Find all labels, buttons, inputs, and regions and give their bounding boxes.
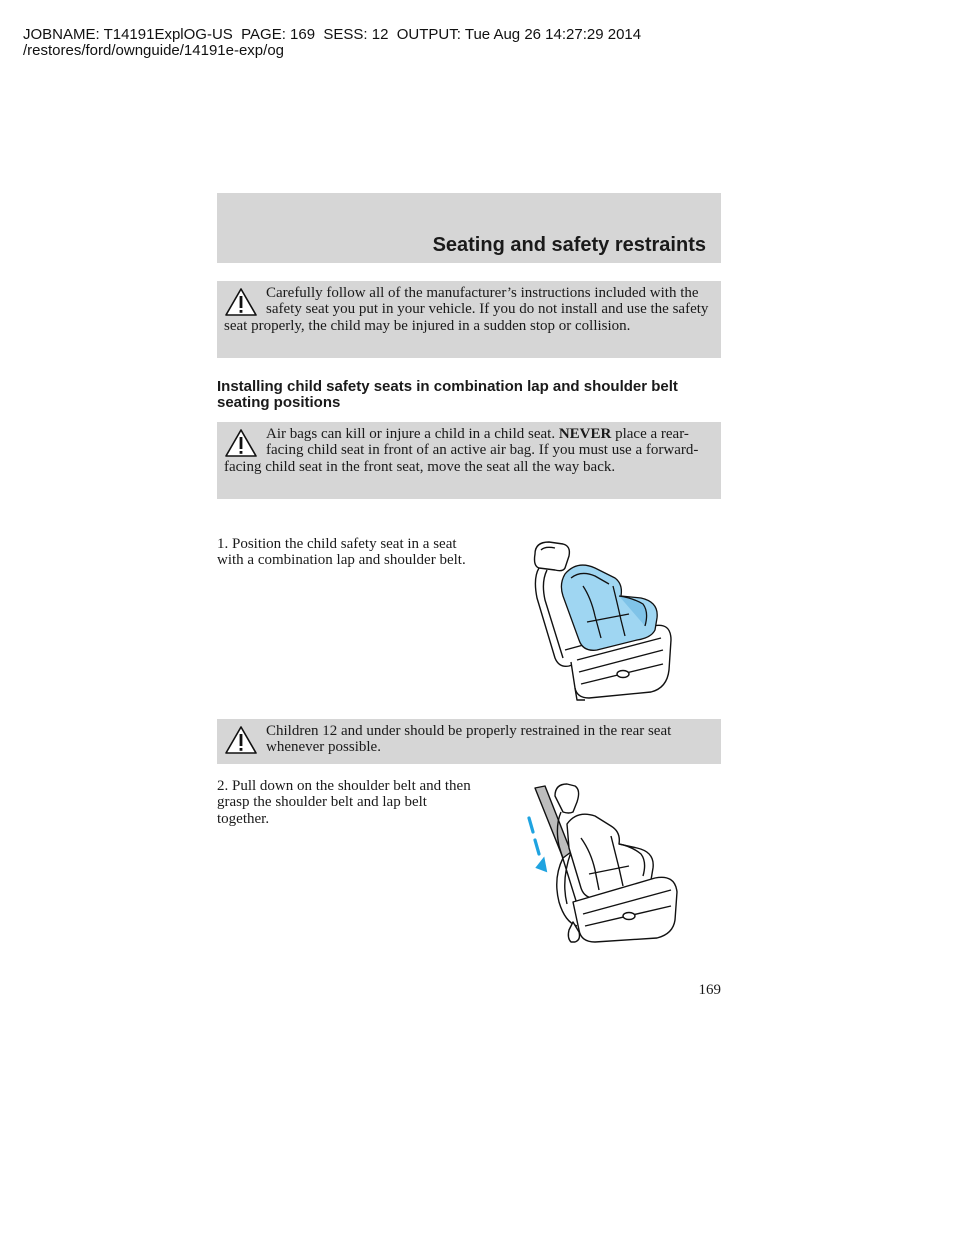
warning-box-3 [217,719,721,764]
step-1-text: 1. Position the child safety seat in a seat with a combination lap and shoulder belt. [217,536,466,569]
page-number: 169 [698,982,721,998]
warning-icon [224,287,258,317]
warning-box-2 [217,422,721,499]
warning-icon [224,725,258,755]
page-title: Seating and safety restraints [432,234,706,256]
shoulder-belt-illustration [525,782,685,944]
job-header [23,27,641,59]
warning-text-2-b: place a rear-facing child seat in front of an active air bag. If you must use a forward-facing child seat in the front seat, move the seat all the way back. [224,426,699,475]
warning-box-1 [217,281,721,358]
step-2-text: 2. Pull down on the shoulder belt and then grasp the shoulder belt and lap belt together. [217,778,471,827]
child-seat-illustration [525,538,680,703]
section-heading: Installing child safety seats in combination lap and shoulder belt seating positions [217,378,678,412]
warning-icon [224,428,258,458]
job-line-1: JOBNAME: T14191ExplOG-US PAGE: 169 SESS: 12 OUTPUT: Tue Aug 26 14:27:29 2014 [23,26,642,43]
job-line-2: /restores/ford/ownguide/14191e-exp/og [23,42,285,59]
warning-text-2-a: Air bags can kill or injure a child in a child seat. [266,426,559,442]
warning-text-1: Carefully follow all of the manufacturer’s instructions included with the safety seat you put in your vehicle. If you do not install and use the safety seat properly, the child may be injured in a sudden stop or collision. [224,285,709,334]
warning-text-2-emphasis: NEVER [558,426,612,442]
section-header-band [217,193,721,263]
warning-text-3: Children 12 and under should be properly restrained in the rear seat whenever possible. [266,723,672,756]
